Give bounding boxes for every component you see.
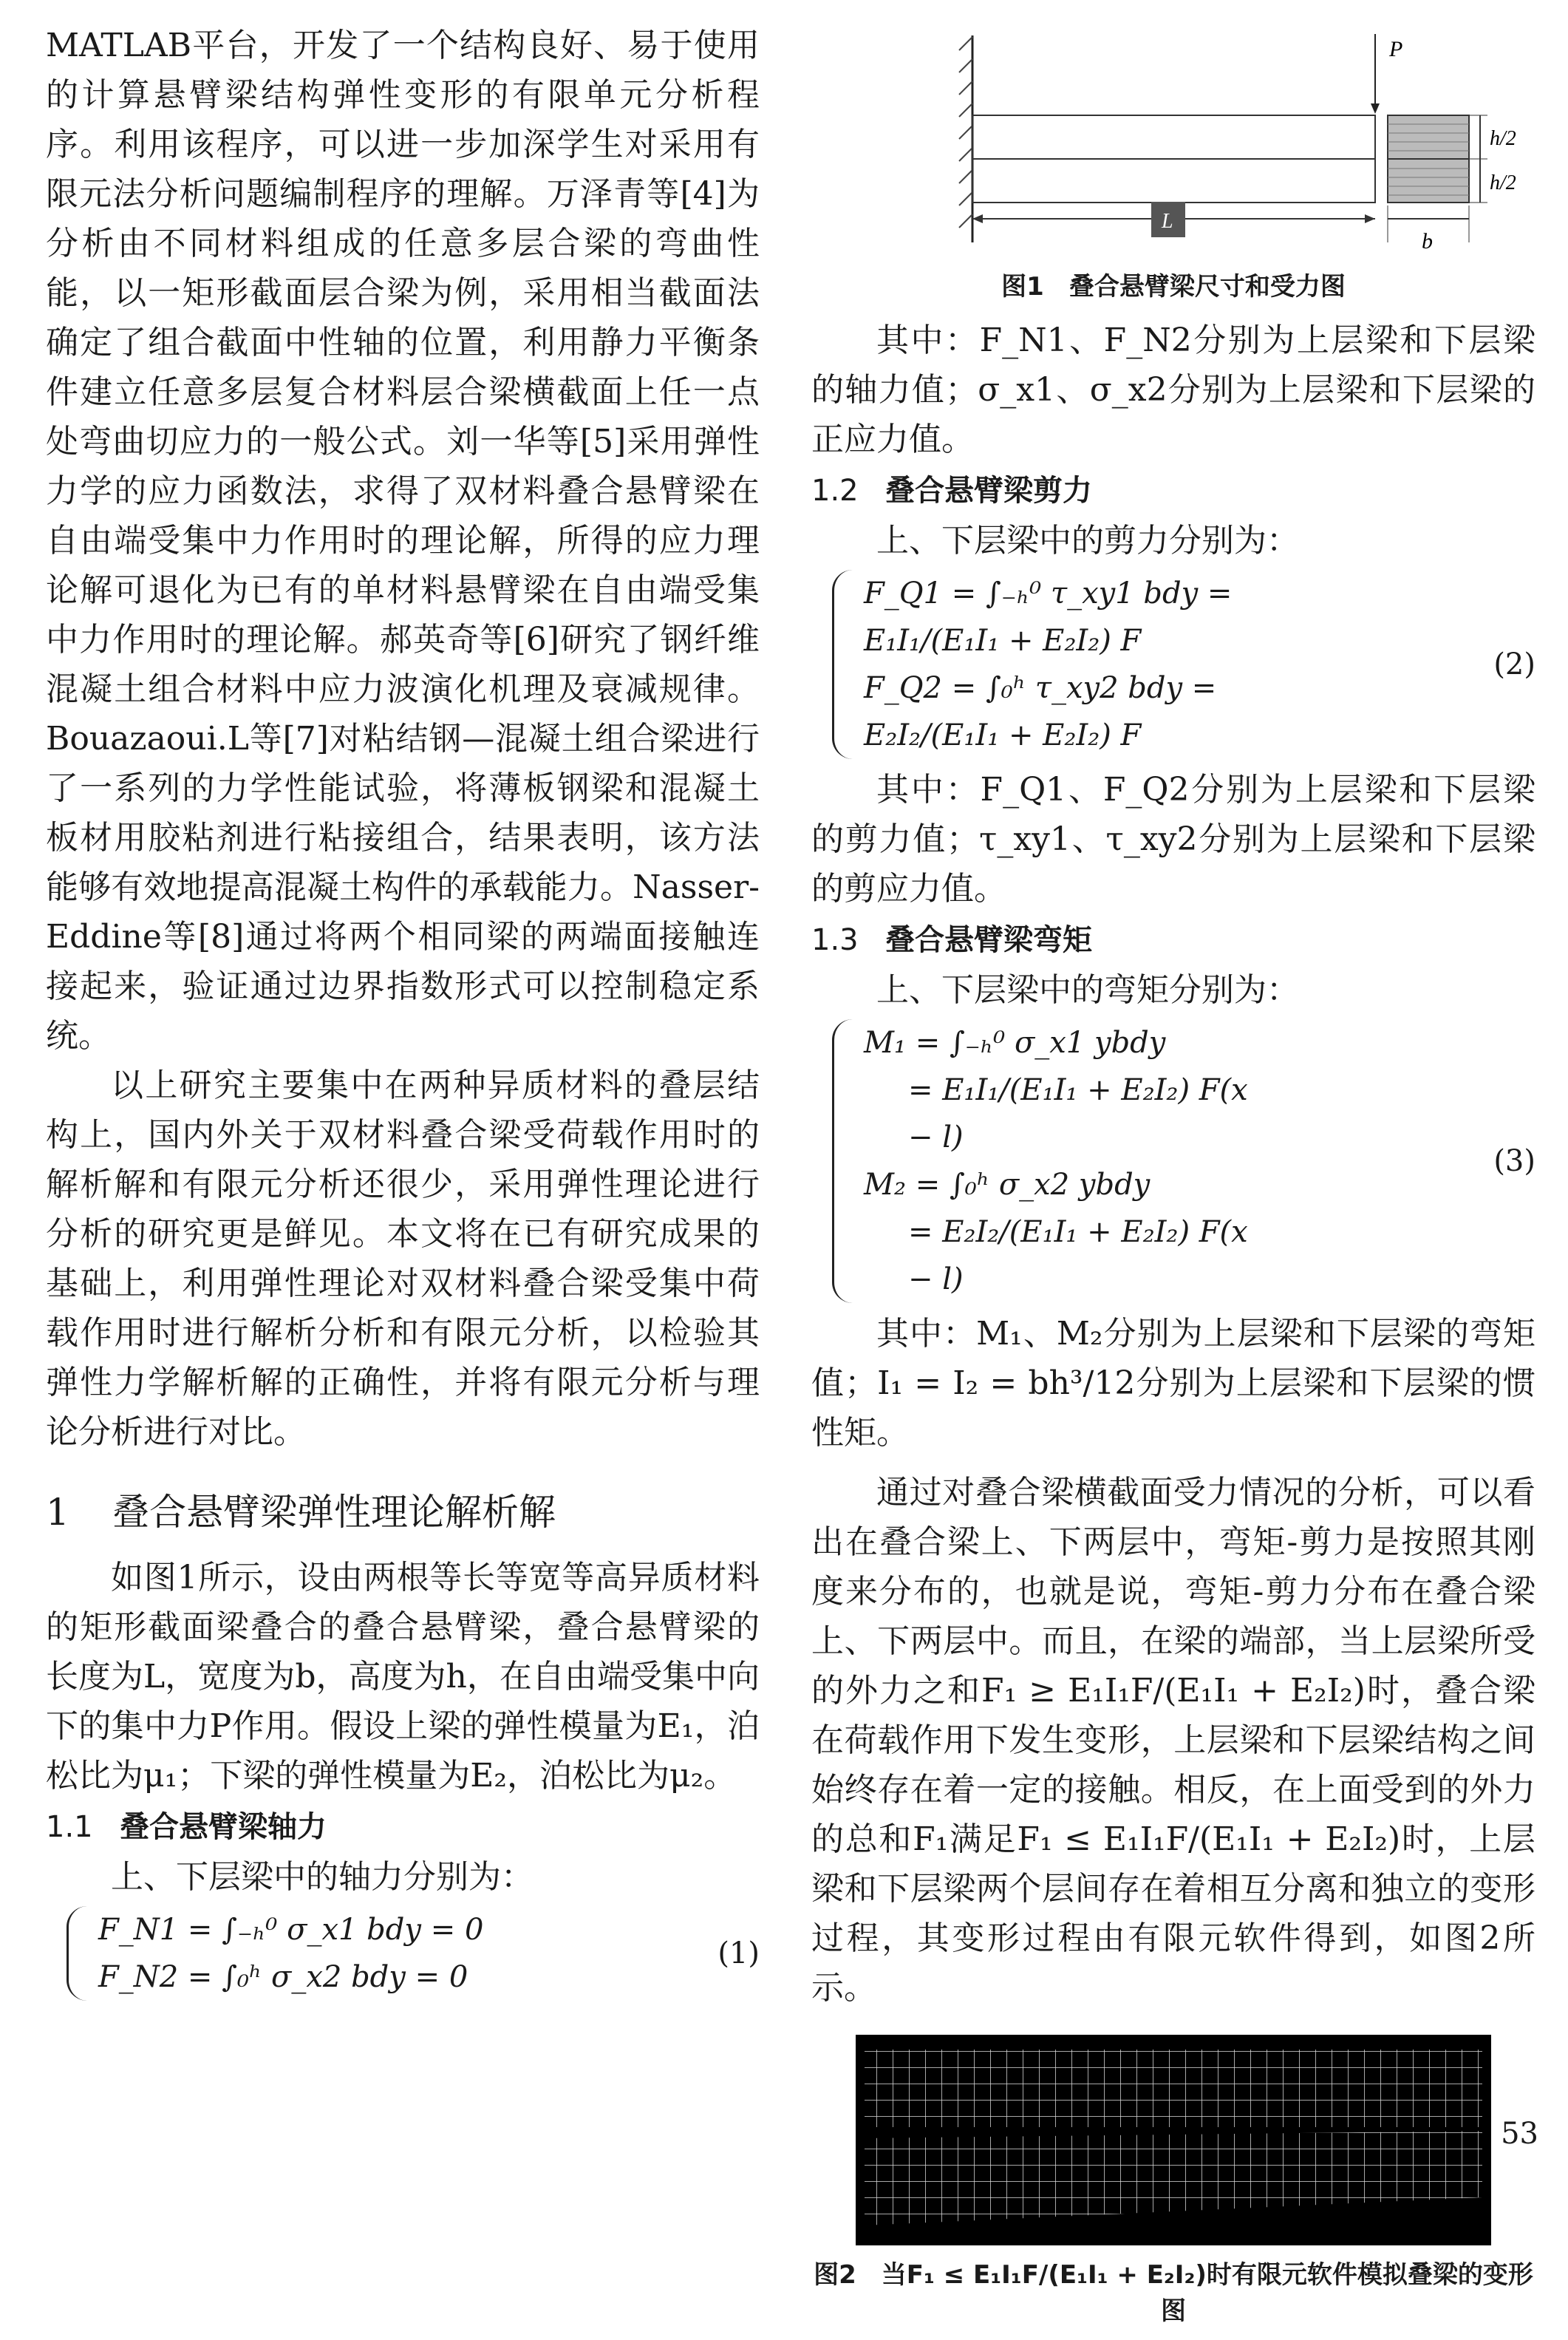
body-paragraph: 如图1所示，设由两根等长等宽等高异质材料的矩形截面梁叠合的叠合悬臂梁，叠合悬臂梁的长度为L，宽度为b，高度为h，在自由端受集中向下的集中力P作用。假设上梁的弹性模量为E₁，泊松比为μ₁；下梁的弹性模量为E₂，泊松比为μ₂。 <box>46 1559 760 1795</box>
figure-1 <box>811 21 1535 302</box>
figure-2 <box>811 2035 1535 2327</box>
body-paragraph: 上、下层梁中的剪力分别为： <box>876 522 1299 560</box>
equation-2 <box>811 570 1535 759</box>
body-paragraph: 上、下层梁中的弯矩分别为： <box>876 971 1299 1009</box>
page-number: 53 <box>1501 2117 1538 2151</box>
length-label-l: L <box>1162 210 1173 233</box>
equation-number: (1) <box>717 1936 760 1970</box>
equation-line: = E₁I₁/(E₁I₁ + E₂I₂) F(x − l) <box>908 1073 1248 1154</box>
section-number: 1 <box>46 1491 69 1534</box>
right-column <box>811 21 1535 2340</box>
equation-line: M₂ = ∫₀ʰ σ_x2 ybdy <box>864 1168 1151 1202</box>
equation-line: F_N1 = ∫₋ₕ⁰ σ_x1 bdy = 0 <box>98 1913 484 1947</box>
body-paragraph: 上、下层梁中的轴力分别为： <box>111 1858 534 1896</box>
subsection-title: 叠合悬臂梁轴力 <box>120 1810 327 1844</box>
section-title: 叠合悬臂梁弹性理论解析解 <box>112 1491 556 1534</box>
equation-1 <box>46 1906 760 2001</box>
equation-line: M₁ = ∫₋ₕ⁰ σ_x1 ybdy <box>864 1026 1166 1060</box>
figure-caption: 图1 叠合悬臂梁尺寸和受力图 <box>1001 272 1346 302</box>
subsection-title: 叠合悬臂梁剪力 <box>885 474 1092 508</box>
subsection-heading <box>811 918 1535 962</box>
equation-line: = E₂I₂/(E₁I₁ + E₂I₂) F(x − l) <box>908 1215 1248 1296</box>
body-paragraph: 通过对叠合梁横截面受力情况的分析，可以看出在叠合梁上、下两层中，弯矩-剪力是按照其刚度来分布的，也就是说，弯矩-剪力分布在叠合梁上、下两层中。而且，在梁的端部，当上层梁所受的外力之和F₁ ≥ E₁I₁F/(E₁I₁ + E₂I₂)时，叠合梁在荷载作用下发生变形，上层梁和下层梁结构之间始终存在着一定的接触。相反，在上面受到的外力的总和F₁满足F₁ ≤ E₁I₁F/(E₁I₁ + E₂I₂)时，上层梁和下层梁两个层间存在着相互分离和独立的变形过程，其变形过程由有限元软件得到，如图2所示。 <box>811 1474 1535 2007</box>
body-paragraph: 以上研究主要集中在两种异质材料的叠层结构上，国内外关于双材料叠合梁受荷载作用时的解析解和有限元分析还很少，采用弹性理论进行分析的研究更是鲜见。本文将在已有研究成果的基础上，利用弹性理论对双材料叠合梁受集中荷载作用时进行解析分析和有限元分析，以检验其弹性力学解析解的正确性，并将有限元分析与理论分析进行对比。 <box>46 1067 760 1451</box>
section-heading <box>46 1486 760 1538</box>
body-paragraph: 其中：F_N1、F_N2分别为上层梁和下层梁的轴力值；σ_x1、σ_x2分别为上层梁和下层梁的正应力值。 <box>811 322 1535 458</box>
equation-3 <box>811 1019 1535 1303</box>
body-paragraph: MATLAB平台，开发了一个结构良好、易于使用的计算悬臂梁结构弹性变形的有限单元分析程序。利用该程序，可以进一步加深学生对采用有限元法分析问题编制程序的理解。万泽青等[4]为分析由不同材料组成的任意多层合梁的弯曲性能，以一矩形截面层合梁为例，采用相当截面法确定了组合截面中性轴的位置，利用静力平衡条件建立任意多层复合材料层合梁横截面上任一点处弯曲切应力的一般公式。刘一华等[5]采用弹性力学的应力函数法，求得了双材料叠合悬臂梁在自由端受集中力作用时的理论解，所得的应力理论解可退化为已有的单材料悬臂梁在自由端受集中力作用时的理论解。郝英奇等[6]研究了钢纤维混凝土组合材料中应力波演化机理及衰减规律。Bouazaoui.L等[7]对粘结钢—混凝土组合梁进行了一系列的力学性能试验，将薄板钢梁和混凝土板材用胶粘剂进行粘接组合，结果表明，该方法能够有效地提高混凝土构件的承载能力。Nasser-Eddine等[8]通过将两个相同梁的两端面接触连接起来，验证通过边界指数形式可以控制稳定系统。 <box>46 27 760 1055</box>
subsection-title: 叠合悬臂梁弯矩 <box>885 923 1092 957</box>
body-paragraph: 其中：F_Q1、F_Q2分别为上层梁和下层梁的剪力值；τ_xy1、τ_xy2分别为上层梁和下层梁的剪应力值。 <box>811 771 1535 908</box>
subsection-number: 1.2 <box>811 474 859 508</box>
load-label-p: P <box>1389 37 1403 61</box>
subsection-number: 1.3 <box>811 923 859 957</box>
height-label-lower: h/2 <box>1490 171 1516 194</box>
figure-caption: 图2 当F₁ ≤ E₁I₁F/(E₁I₁ + E₂I₂)时有限元软件模拟叠梁的变形图 <box>814 2260 1533 2326</box>
body-paragraph: 其中：M₁、M₂分别为上层梁和下层梁的弯矩值；I₁ = I₂ = bh³/12分别为上层梁和下层梁的惯性矩。 <box>811 1315 1535 1452</box>
left-column <box>46 21 760 2007</box>
equation-line: F_Q1 = ∫₋ₕ⁰ τ_xy1 bdy = E₁I₁/(E₁I₁ + E₂I₂) F <box>864 577 1233 658</box>
fem-mesh-image <box>811 2035 1535 2245</box>
width-label-b: b <box>1422 229 1433 254</box>
subsection-number: 1.1 <box>46 1810 93 1844</box>
subsection-heading <box>46 1805 760 1849</box>
equation-line: F_Q2 = ∫₀ʰ τ_xy2 bdy = E₂I₂/(E₁I₁ + E₂I₂) F <box>864 671 1217 752</box>
height-label-upper: h/2 <box>1490 127 1516 150</box>
equation-number: (2) <box>1493 647 1535 681</box>
equation-number: (3) <box>1493 1144 1535 1178</box>
cantilever-diagram <box>811 21 1535 257</box>
subsection-heading <box>811 469 1535 513</box>
equation-line: F_N2 = ∫₀ʰ σ_x2 bdy = 0 <box>98 1960 468 1994</box>
